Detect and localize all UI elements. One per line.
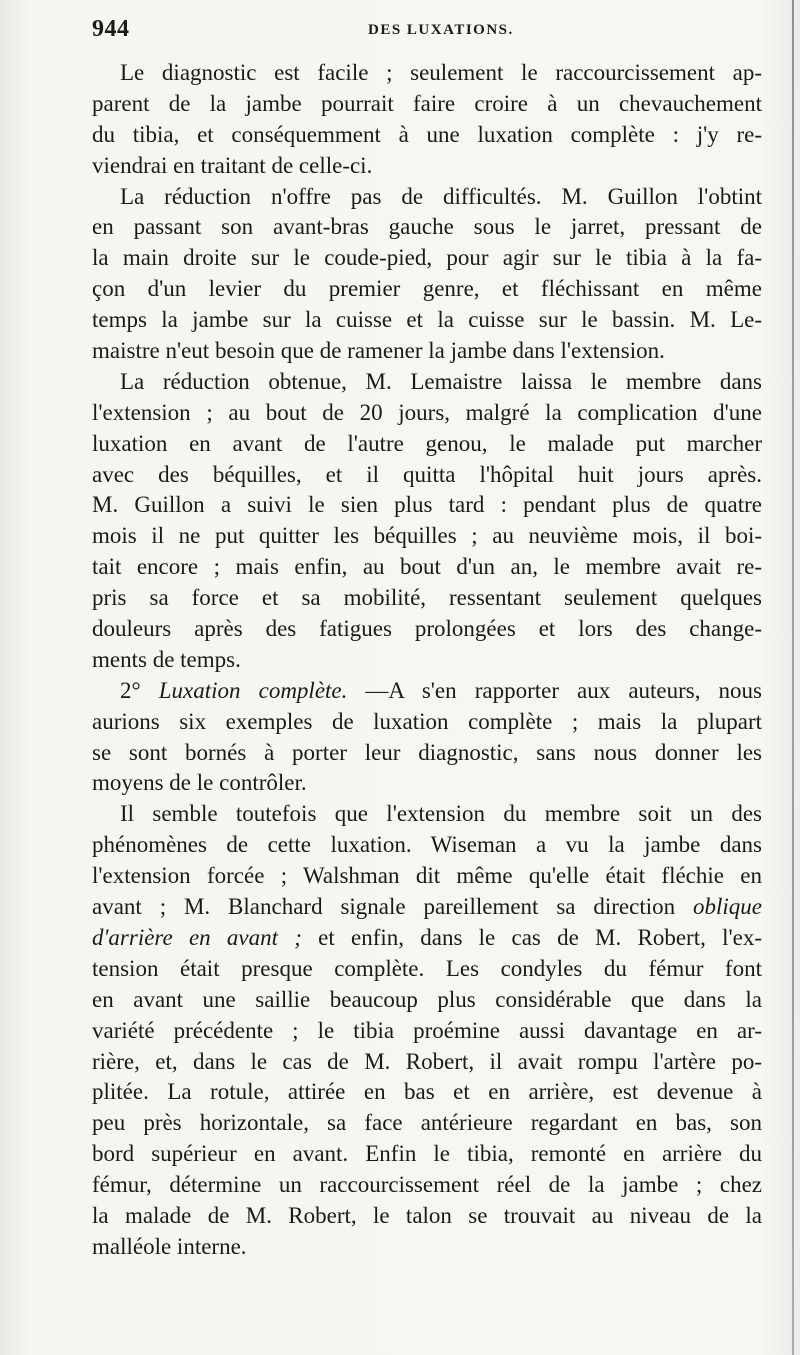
line-text: du tibia, et conséquemment à une luxation complète : j'y re- [92, 121, 762, 147]
text-line [92, 1077, 762, 1108]
line-text: moyens de le contrôler. [92, 770, 307, 796]
text-line [92, 429, 762, 460]
text-line [92, 243, 762, 274]
text-line [92, 1170, 762, 1201]
line-text: tait encore ; mais enfin, au bout d'un an, le membre avait re- [92, 554, 762, 580]
line-text: tension était presque complète. Les condyles du fémur font [92, 955, 762, 981]
text-line [92, 830, 762, 861]
line-text: temps la jambe sur la cuisse et la cuisse sur le bassin. M. Le- [92, 307, 762, 333]
italic-text: Luxation complète. [158, 677, 348, 703]
text-line [92, 1016, 762, 1047]
text-line [92, 985, 762, 1016]
line-text: Il semble toutefois que l'extension du membre soit un des [120, 801, 762, 827]
text-line [92, 336, 762, 367]
line-text: —A s'en rapporter aux auteurs, nous [347, 677, 762, 703]
text-line [92, 614, 762, 645]
line-text: plitée. La rotule, attirée en bas et en arrière, est devenue à [92, 1079, 762, 1105]
text-line [92, 954, 762, 985]
line-text: avec des béquilles, et il quitta l'hôpital huit jours après. [92, 461, 762, 487]
text-line [92, 182, 762, 213]
line-text: çon d'un levier du premier genre, et fléchissant en même [92, 276, 762, 302]
line-text: l'extension ; au bout de 20 jours, malgré la complication d'une [92, 399, 762, 425]
line-text: et enfin, dans le cas de M. Robert, l'ex- [301, 924, 762, 950]
line-text: aurions six exemples de luxation complète ; mais la plupart [92, 708, 762, 734]
italic-text: d'arrière en avant ; [92, 924, 302, 950]
line-text: fémur, détermine un raccourcissement réel de la jambe ; chez [92, 1172, 762, 1198]
text-line [92, 89, 762, 120]
text-line [92, 738, 762, 769]
line-text: se sont bornés à porter leur diagnostic, sans nous donner les [92, 739, 762, 765]
text-line [92, 212, 762, 243]
line-text: maistre n'eut besoin que de ramener la jambe dans l'extension. [92, 338, 665, 364]
line-text: 2° [120, 677, 159, 703]
line-text: la main droite sur le coude-pied, pour agir sur le tibia à la fa- [92, 245, 762, 271]
text-line [92, 583, 762, 614]
text-line [92, 768, 762, 799]
text-line [92, 1139, 762, 1170]
page-header [92, 16, 762, 46]
line-text: avant ; M. Blanchard signale pareillement sa direction [92, 894, 693, 920]
text-line [92, 892, 762, 923]
text-line [92, 460, 762, 491]
line-text: en passant son avant-bras gauche sous le jarret, pressant de [92, 214, 762, 240]
text-line [92, 923, 762, 954]
line-text: variété précédente ; le tibia proémine aussi davantage en ar- [92, 1017, 762, 1043]
text-line [92, 521, 762, 552]
text-line [92, 490, 762, 521]
body-text [92, 58, 762, 1263]
line-text: luxation en avant de l'autre genou, le malade put marcher [92, 430, 762, 456]
line-text: M. Guillon a suivi le sien plus tard : pendant plus de quatre [92, 492, 762, 518]
text-line [92, 367, 762, 398]
page-edge-shadow [792, 0, 794, 1355]
text-line [92, 861, 762, 892]
text-line [92, 398, 762, 429]
page-number: 944 [92, 16, 130, 42]
text-line [92, 305, 762, 336]
line-text: parent de la jambe pourrait faire croire à un chevauchement [92, 90, 762, 116]
text-line [92, 1047, 762, 1078]
line-text: pris sa force et sa mobilité, ressentant seulement quelques [92, 585, 762, 611]
text-line [92, 1201, 762, 1232]
text-line [92, 676, 762, 707]
running-head: DES LUXATIONS. [368, 22, 514, 38]
line-text: l'extension forcée ; Walshman dit même qu'elle était fléchie en [92, 863, 762, 889]
line-text: mois il ne put quitter les béquilles ; au neuvième mois, il boi- [92, 523, 762, 549]
line-text: La réduction n'offre pas de difficultés. M. Guillon l'obtint [120, 183, 762, 209]
line-text: viendrai en traitant de celle-ci. [92, 152, 373, 178]
line-text: rière, et, dans le cas de M. Robert, il avait rompu l'artère po- [92, 1048, 762, 1074]
line-text: Le diagnostic est facile ; seulement le raccourcissement ap- [120, 60, 762, 85]
line-text: ments de temps. [92, 646, 241, 672]
text-line [92, 799, 762, 830]
text-line [92, 552, 762, 583]
line-text: phénomènes de cette luxation. Wiseman a vu la jambe dans [92, 832, 762, 858]
line-text: en avant une saillie beaucoup plus considérable que dans la [92, 986, 762, 1012]
text-line [92, 645, 762, 676]
text-line [92, 1232, 762, 1263]
text-line [92, 1108, 762, 1139]
line-text: peu près horizontale, sa face antérieure regardant en bas, son [92, 1110, 762, 1136]
italic-text: oblique [693, 894, 762, 920]
text-line [92, 707, 762, 738]
line-text: malléole interne. [92, 1233, 247, 1259]
line-text: bord supérieur en avant. Enfin le tibia, remonté en arrière du [92, 1141, 762, 1167]
line-text: la malade de M. Robert, le talon se trouvait au niveau de la [92, 1202, 762, 1228]
text-line [92, 151, 762, 182]
text-line [92, 58, 762, 89]
text-line [92, 120, 762, 151]
line-text: douleurs après des fatigues prolongées et lors des change- [92, 616, 762, 642]
text-line [92, 274, 762, 305]
line-text: La réduction obtenue, M. Lemaistre laissa le membre dans [120, 368, 762, 394]
